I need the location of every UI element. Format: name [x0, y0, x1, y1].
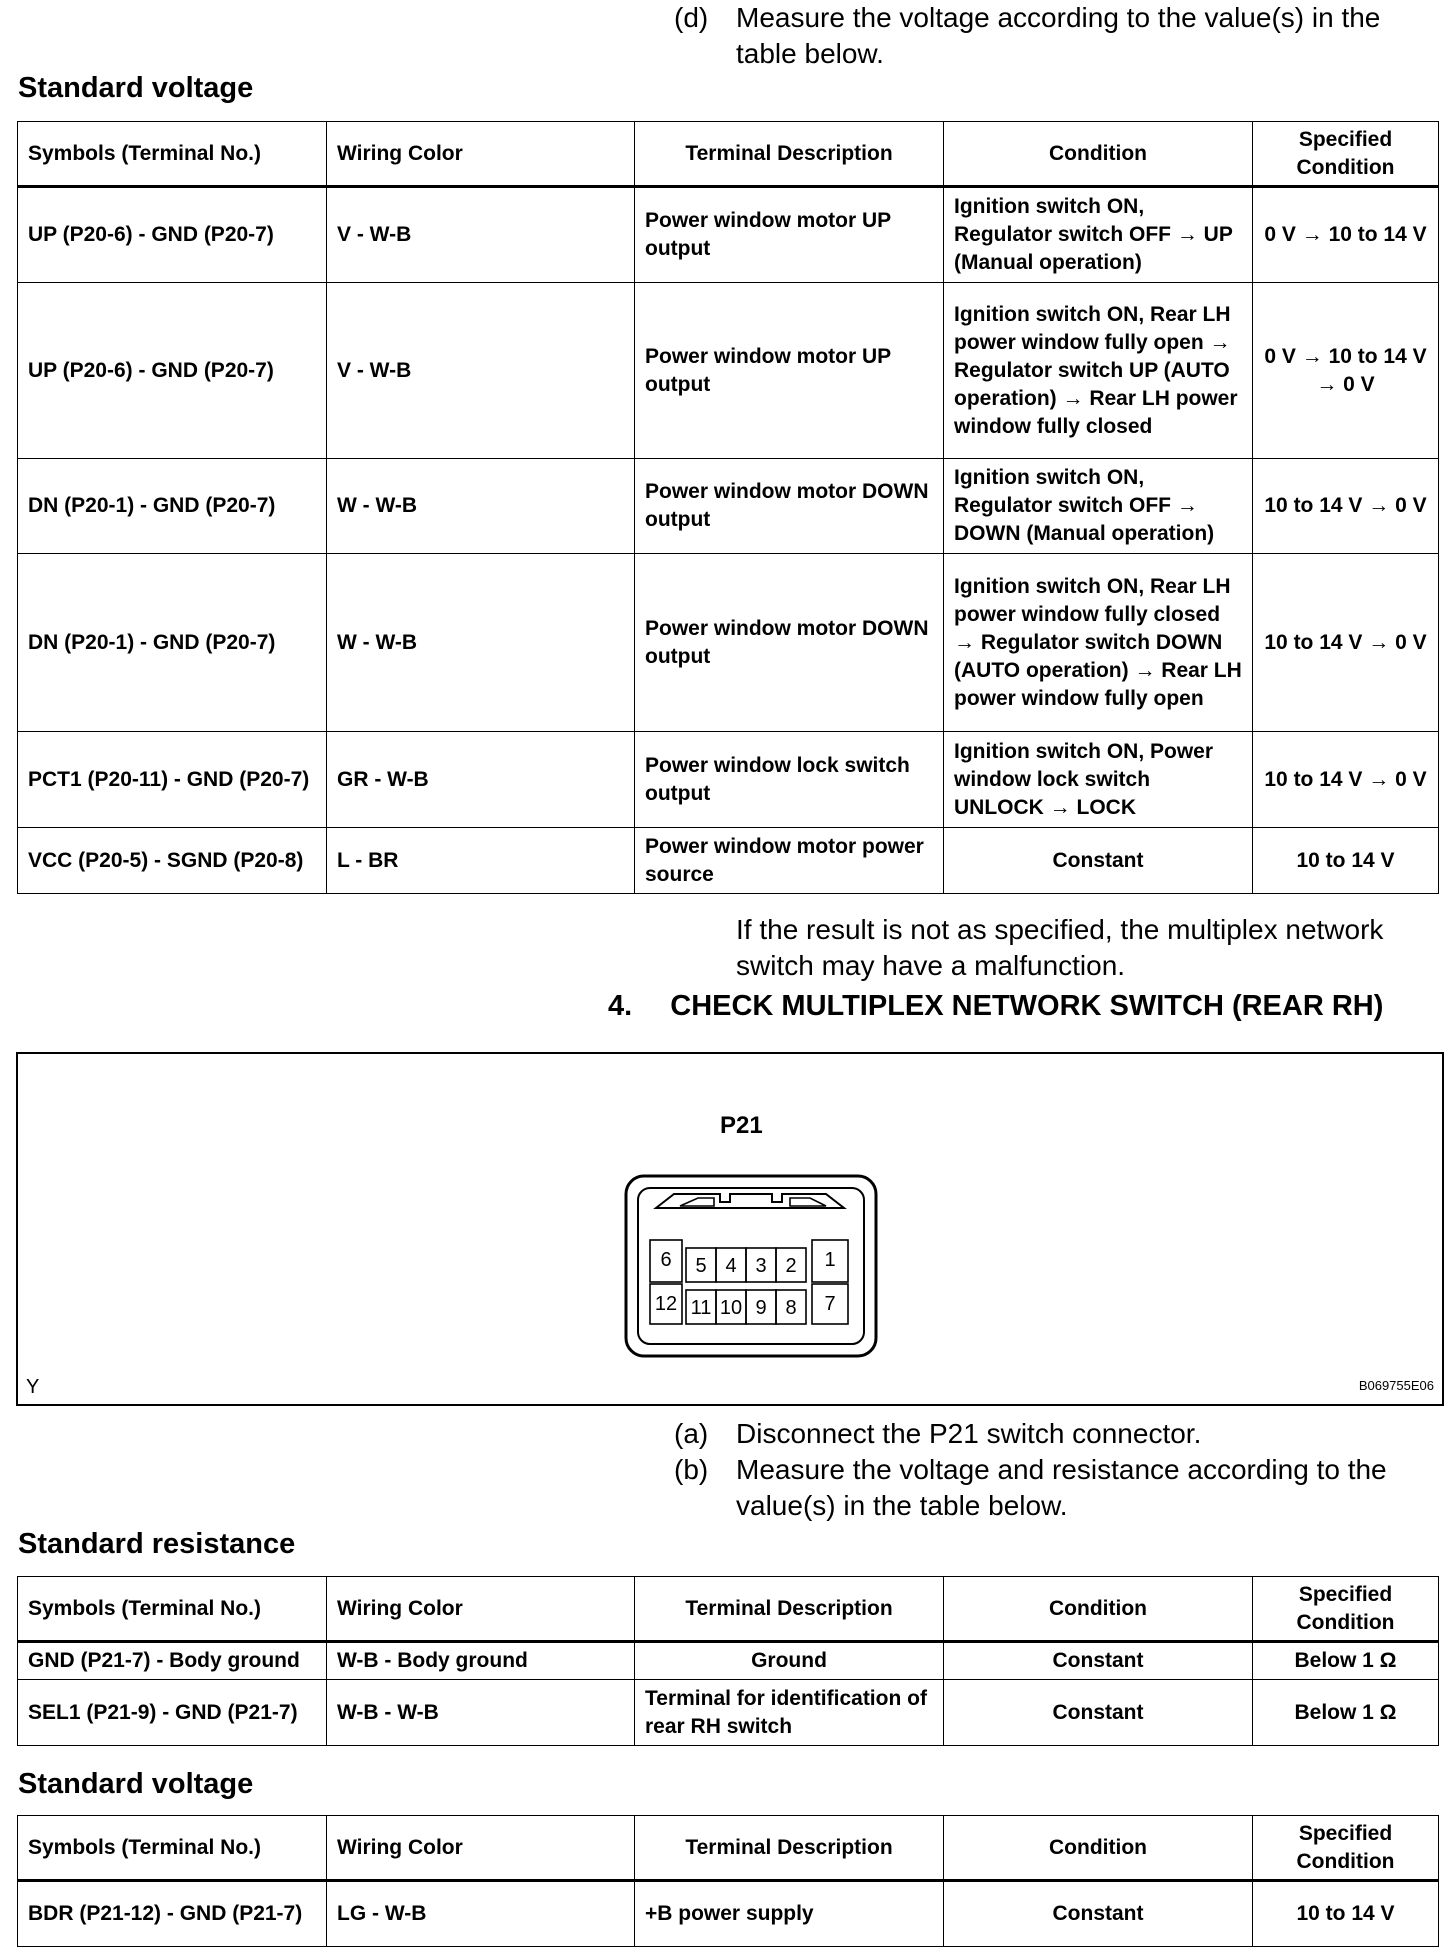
connector-figure — [16, 1052, 1444, 1406]
voltage-table-2 — [17, 1815, 1439, 1947]
table-row — [18, 1642, 1439, 1680]
cell-description: Power window motor UP output — [635, 283, 944, 459]
pin-label: 1 — [824, 1249, 836, 1271]
cell-spec: 10 to 14 V — [1253, 828, 1439, 894]
pin-grid — [650, 1240, 848, 1324]
table-row — [18, 187, 1439, 283]
heading-standard-voltage-1: Standard voltage — [18, 72, 254, 104]
cell-symbol: UP (P20-6) - GND (P20-7) — [18, 187, 327, 283]
step-text: Disconnect the P21 switch connector. — [736, 1418, 1202, 1449]
section-number: 4. — [608, 990, 633, 1022]
cell-symbol: PCT1 (P20-11) - GND (P20-7) — [18, 732, 327, 828]
step-label: (d) — [674, 2, 709, 33]
col-header-wiring: Wiring Color — [327, 1816, 635, 1881]
cell-description: Ground — [635, 1642, 944, 1680]
cell-condition: Ignition switch ON, Power window lock switch UNLOCK → LOCK — [944, 732, 1253, 828]
pin-label: 5 — [695, 1255, 707, 1277]
col-header-condition: Condition — [944, 122, 1253, 187]
cell-symbol: VCC (P20-5) - SGND (P20-8) — [18, 828, 327, 894]
pin-label: 8 — [785, 1297, 797, 1319]
pin-label: 7 — [824, 1293, 836, 1315]
result-note: If the result is not as specified, the multiplex network switch may have a malfunction. — [736, 914, 1384, 981]
cell-condition: Constant — [944, 1642, 1253, 1680]
cell-condition: Constant — [944, 828, 1253, 894]
cell-condition: Constant — [944, 1881, 1253, 1947]
table-row — [18, 459, 1439, 554]
pin-label: 3 — [755, 1255, 767, 1277]
cell-wiring: GR - W-B — [327, 732, 635, 828]
cell-wiring: L - BR — [327, 828, 635, 894]
cell-symbol: BDR (P21-12) - GND (P21-7) — [18, 1881, 327, 1947]
cell-wiring: V - W-B — [327, 283, 635, 459]
col-header-spec: Specified Condition — [1253, 1816, 1439, 1881]
pin-label: 6 — [660, 1249, 672, 1271]
heading-standard-voltage-2: Standard voltage — [18, 1768, 254, 1800]
cell-wiring: LG - W-B — [327, 1881, 635, 1947]
col-header-symbols: Symbols (Terminal No.) — [18, 1816, 327, 1881]
pin-label: 10 — [719, 1297, 743, 1319]
pin-label: 2 — [785, 1255, 797, 1277]
step-text: Measure the voltage according to the value(s) in the table below. — [736, 2, 1381, 69]
table-row — [18, 1881, 1439, 1947]
cell-symbol: GND (P21-7) - Body ground — [18, 1642, 327, 1680]
section-heading — [608, 988, 1383, 1024]
cell-description: Power window motor DOWN output — [635, 459, 944, 554]
cell-spec: 0 V → 10 to 14 V — [1253, 187, 1439, 283]
cell-wiring: W - W-B — [327, 459, 635, 554]
cell-wiring: W - W-B — [327, 554, 635, 732]
cell-condition: Ignition switch ON, Rear LH power window fully closed → Regulator switch DOWN (AUTO operation) → Rear LH power window fully open — [944, 554, 1253, 732]
pin-label: 11 — [690, 1297, 712, 1319]
table-row — [18, 1680, 1439, 1746]
connector-p21-diagram — [622, 1172, 882, 1362]
heading-standard-resistance: Standard resistance — [18, 1528, 296, 1560]
col-header-condition: Condition — [944, 1816, 1253, 1881]
col-header-description: Terminal Description — [635, 1577, 944, 1642]
cell-condition: Ignition switch ON, Regulator switch OFF → UP (Manual operation) — [944, 187, 1253, 283]
table-row — [18, 732, 1439, 828]
col-header-description: Terminal Description — [635, 122, 944, 187]
resistance-table — [17, 1576, 1439, 1746]
cell-condition: Ignition switch ON, Regulator switch OFF → DOWN (Manual operation) — [944, 459, 1253, 554]
col-header-symbols: Symbols (Terminal No.) — [18, 1577, 327, 1642]
section-title: CHECK MULTIPLEX NETWORK SWITCH (REAR RH) — [670, 990, 1384, 1022]
cell-condition: Constant — [944, 1680, 1253, 1746]
col-header-condition: Condition — [944, 1577, 1253, 1642]
cell-description: Power window motor DOWN output — [635, 554, 944, 732]
cell-spec: 10 to 14 V → 0 V — [1253, 459, 1439, 554]
cell-wiring: W-B - W-B — [327, 1680, 635, 1746]
cell-description: Power window motor power source — [635, 828, 944, 894]
cell-description: Power window motor UP output — [635, 187, 944, 283]
col-header-symbols: Symbols (Terminal No.) — [18, 122, 327, 187]
pin-label: 9 — [755, 1297, 767, 1319]
cell-symbol: DN (P20-1) - GND (P20-7) — [18, 554, 327, 732]
voltage-table-1 — [17, 121, 1439, 894]
col-header-description: Terminal Description — [635, 1816, 944, 1881]
table-row — [18, 828, 1439, 894]
cell-symbol: SEL1 (P21-9) - GND (P21-7) — [18, 1680, 327, 1746]
col-header-wiring: Wiring Color — [327, 1577, 635, 1642]
cell-description: +B power supply — [635, 1881, 944, 1947]
cell-condition: Ignition switch ON, Rear LH power window fully open → Regulator switch UP (AUTO operation) → Rear LH power window fully closed — [944, 283, 1253, 459]
cell-description: Terminal for identification of rear RH switch — [635, 1680, 944, 1746]
step-a — [674, 1416, 1444, 1452]
cell-spec: 10 to 14 V → 0 V — [1253, 732, 1439, 828]
cell-spec: 10 to 14 V → 0 V — [1253, 554, 1439, 732]
step-label: (a) — [674, 1418, 709, 1449]
connector-label: P21 — [720, 1112, 763, 1139]
cell-wiring: W-B - Body ground — [327, 1642, 635, 1680]
col-header-spec: Specified Condition — [1253, 122, 1439, 187]
cell-symbol: UP (P20-6) - GND (P20-7) — [18, 283, 327, 459]
cell-spec: 10 to 14 V — [1253, 1881, 1439, 1947]
figure-code: B069755E06 — [1358, 1378, 1434, 1393]
cell-spec: Below 1 Ω — [1253, 1680, 1439, 1746]
pin-label: 12 — [654, 1293, 678, 1315]
cell-description: Power window lock switch output — [635, 732, 944, 828]
col-header-wiring: Wiring Color — [327, 122, 635, 187]
cell-spec: 0 V → 10 to 14 V → 0 V — [1253, 283, 1439, 459]
table-row — [18, 554, 1439, 732]
table-row — [18, 283, 1439, 459]
col-header-spec: Specified Condition — [1253, 1577, 1439, 1642]
pin-label: 4 — [725, 1255, 737, 1277]
step-label: (b) — [674, 1454, 709, 1485]
cell-symbol: DN (P20-1) - GND (P20-7) — [18, 459, 327, 554]
step-text: Measure the voltage and resistance according to the value(s) in the table below. — [736, 1454, 1387, 1521]
cell-wiring: V - W-B — [327, 187, 635, 283]
figure-corner-label: Y — [26, 1376, 40, 1398]
cell-spec: Below 1 Ω — [1253, 1642, 1439, 1680]
